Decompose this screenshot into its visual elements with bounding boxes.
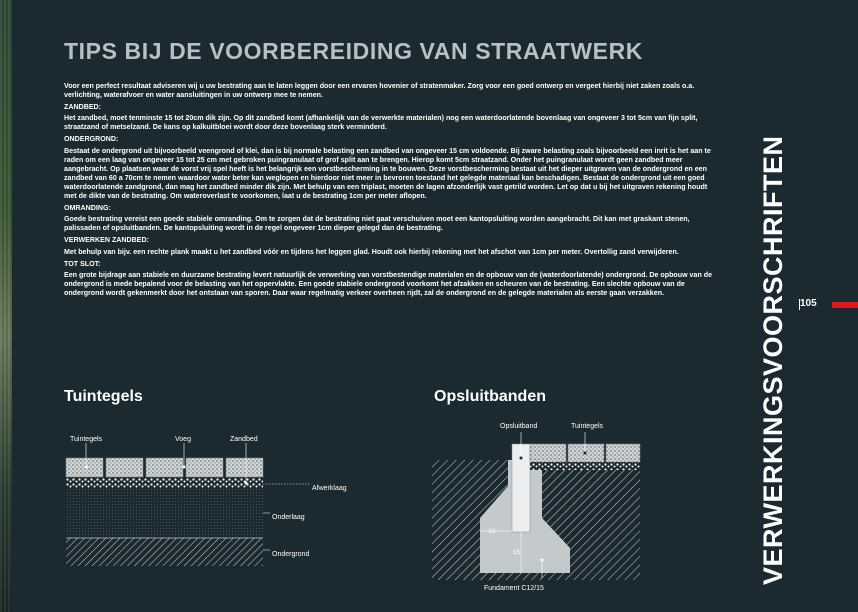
section-heading: OMRANDING: [64,204,111,213]
page-title: TIPS BIJ DE VOORBEREIDING VAN STRAATWERK [64,38,644,64]
opsluitbanden-diagram [430,418,660,598]
tile [106,458,143,477]
sublayer [66,488,263,538]
label-tuintegels-2: Tuintegels [571,423,604,430]
sand-layer [530,462,640,470]
label-ondergrond: Ondergrond [272,551,310,558]
accent-bar [832,302,858,308]
section-heading: ZANDBED: [64,103,102,112]
section-heading: VERWERKEN ZANDBED: [64,236,149,245]
section-heading: TOT SLOT: [64,259,101,268]
section-text: Bestaat de ondergrond uit bijvoorbeeld veengrond of klei, dan is bij normale belasting een zandbed van ongeveer 15 cm voldoende. Bij zware belasting zoals bijvoorbeeld een inrit is het aan te raden om een laag van ongeveer 15 tot 25 cm met gebroken puingranulaat of grof split aan te brengen. Hierop komt 5cm straatzand. Onder het puingranulaat wordt geen zandbed meer aangebracht. Op plaatsen waar de vorst vrij spel heeft is het belangrijk een vorstbescherming in te bouwen. Deze vorstbescherming bestaat uit het dieper uitgraven van de ondergrond en een zandbed van 60 a 70cm te nemen waardoor water beter kan weglopen en hierdoor niet meer in bevroren toestand het gelegde materiaal kan beschadigen. Bestaat de ondergrond uit een goed waterdoorlatende zandgrond, dan mag het zandbed minder dik zijn. Met behulp van een triplast, moeten de lagen afzonderlijk vast getrild worden. Let op dat u bij het uitgraven rekening houdt met de dikte van de bestrating. Om wateroverlast te voorkomen, laat u de bestrating 1cm per meter aflopen. [64,146,711,201]
section-text: Met behulp van bijv. een rechte plank maakt u het zandbed vóór en tijdens het leggen glad. Houdt ook hierbij rekening met het afschot van 1cm per meter. Overtollig zand verwijderen. [64,247,679,256]
label-zandbed: Zandbed [230,436,258,443]
label-afwerklaag: Afwerklaag [312,485,347,492]
dimension-width: 10 [488,528,496,535]
diagram-title-tuintegels: Tuintegels [64,388,143,405]
section-text: Goede bestrating vereist een goede stabiele omranding. Om te zorgen dat de bestrating niet gaat verschuiven moet een kantopsluiting worden aangebracht. Dit kan met graskant stenen, palissaden of opsluitbanden. De kantopsluiting wordt in de regel ongeveer 1cm dieper gelegd dan de bestrating. [64,215,690,233]
page-number: 105 [800,298,817,309]
section-heading: ONDERGROND: [64,135,119,144]
dimension-depth: 15 [513,549,521,556]
finish-layer [66,478,263,488]
section-text: Het zandbed, moet tenminste 15 tot 20cm dik zijn. Op dit zandbed komt (afhankelijk van de verwerkte materialen) nog een waterdoorlatende bovenlaag van ongeveer 3 tot 5cm van fijn split, straatzand of metselzand. De kans op kalkuitbloei wordt door deze bovenlaag sterk verminderd. [64,114,698,132]
tile [186,458,223,477]
label-fundament: Fundament C12/15 [484,585,544,592]
label-opsluitband: Opsluitband [500,423,538,430]
diagram-title-opsluitbanden: Opsluitbanden [434,388,546,405]
tile [66,458,103,477]
subsoil-layer [66,538,263,566]
label-tuintegels: Tuintegels [70,436,103,443]
tile [606,444,640,462]
section-text: Een grote bijdrage aan stabiele en duurzame bestrating levert natuurlijk de verwerking van vorstbestendige materialen en de opbouw van de (waterdoorlatende) ondergrond. De opbouw van de ondergrond is mede bepalend voor de belasting van het oppervlakte. Een goede stabiele ondergrond voorkomt het afzakken en scheuren van de bestrating. Een slechte opbouw van de ondergrond wordt gekenmerkt door het ontstaan van sporen. Daar waar regelmatig verkeer overheen rijdt, zal de ondergrond en de gelegde materialen als eerste gaan verzakken. [64,270,713,297]
side-title: VERWERKINGSVOORSCHRIFTEN [758,135,788,585]
photo-edge-strip [0,0,12,612]
tile [226,458,263,477]
label-onderlaag: Onderlaag [272,514,305,521]
intro-paragraph: Voor een perfect resultaat adviseren wij u uw bestrating aan te laten leggen door een ervaren hovenier of stratenmaker. Zorg voor een goed ontwerp en vergeet hierbij niet zaken zoals o.a. verlichting, waterafvoer en water aansluitingen in uw ontwerp mee te nemen. [64,82,695,100]
tuintegels-diagram [60,428,390,578]
body-text [64,82,718,301]
tile [530,444,566,462]
label-voeg: Voeg [175,436,191,443]
tile [146,458,183,477]
